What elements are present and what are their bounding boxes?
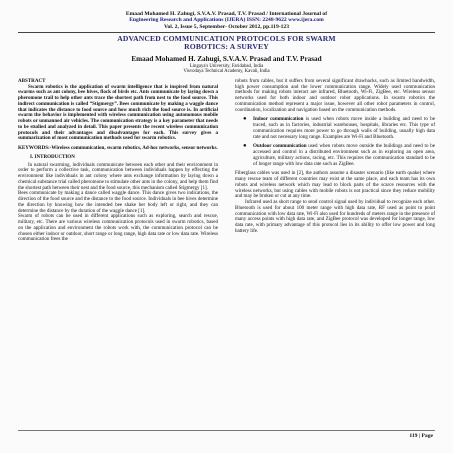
body-columns bbox=[18, 79, 435, 243]
section-heading-introduction: I. INTRODUCTION bbox=[30, 153, 75, 160]
keywords-heading: KEYWORDS bbox=[18, 145, 49, 152]
intro-paragraph-3: Swarm of robots can be used in different applications such as exploring, search and rescue, military, etc. There are various wireless communication protocols used in swarm robotics, based on the application and environment the robots work with, the communication protocol can be chosen either indoor or outdoor, short range or long range, high data rate or low data rate. Wireless communication frees the bbox=[18, 213, 218, 243]
bullet-indoor-text: is used when robots move inside a building and need to be traced, such as in factories, industrial warehouses, hospitals, libraries etc. This type of communication requires more power to go through walls of building, usually high data rate and not necessary long range. Examples are Wi-Fi and Bluetooth. bbox=[253, 116, 435, 140]
right-column bbox=[235, 79, 435, 243]
left-column bbox=[18, 79, 218, 243]
affiliation-2: Visvodaya Technical Academy, Kavali, India bbox=[183, 69, 270, 75]
bullet-indoor bbox=[243, 117, 435, 140]
bullet-dot-icon: ● bbox=[243, 116, 247, 123]
title-line-1: ADVANCED COMMUNICATION PROTOCOLS FOR SWARM bbox=[117, 33, 336, 43]
journal-line-3: Vol. 2, Issue 5, September- October 2012, pp.119-123 bbox=[163, 23, 290, 30]
footer-rule bbox=[18, 430, 435, 431]
bullet-outdoor-text: used when robots move outside the buildings and need to be accessed and control in a distributed environment such as in exploring an open area, agriculture, military actions, racing, etc. This requires the communication standard to be of longer range with low data rate such as ZigBee. bbox=[253, 143, 435, 167]
keywords-text: :-Wireless communication, swarm robotics, Ad-hoc networks, sensor networks. bbox=[48, 145, 218, 152]
abstract-heading: ABSTRACT bbox=[18, 77, 46, 84]
journal-line-1: Emaad Mohamed H. Zahugi, S.V.A.V. Prasad, T.V. Prasad / International Journal of bbox=[125, 11, 328, 17]
right-paragraph-3: Infrared used as short range to send control signal used by individual to recognize each other. Bluetooth is used for about 100 meter range with high data rate, RF used as point to point communication with low data rate, Wi-Fi also used for hundreds of meters range in the presence of many access points with high data rate, and ZigBee protocol was developed for longer range, low data rate, with primary advantage of this protocol lies in its ability to offer low power and long battery life. bbox=[235, 199, 435, 234]
paper-title bbox=[18, 35, 435, 52]
header-rule bbox=[18, 32, 435, 33]
journal-line-2: Engineering Research and Applications (IJERA) ISSN: 2248-9622 www.ijera.com bbox=[129, 17, 324, 24]
journal-header bbox=[18, 11, 435, 30]
bullet-outdoor-head: Outdoor communication bbox=[253, 143, 307, 150]
author-list: Emaad Mohamed H. Zahugi, S.V.A.V. Prasad and T.V. Prasad bbox=[131, 54, 322, 63]
bullet-outdoor bbox=[243, 144, 435, 167]
affiliation-1: Lingaya's University, Faridabad, India bbox=[189, 63, 264, 69]
abstract-text: Swarm robotics is the application of swarm intelligence that is inspired from natural swarms such as ant colony, bee hives, flock of birds etc. Ants communicate by laying down a pheromone trail to help other ants trace the shortest path from nest to the food source. This indirect communication is called “Stigmergy”. Bees communicate by making a waggle dance that indicates the distance to food source and how much rich the food source is. In artificial swarm the behavior is implemented with wireless communication using autonomous mobile robots or unmanned air vehicles. The communication strategy is a key parameter that needs to be studied and analyzed in detail. This paper presents the recent wireless communication protocols and their advantages and disadvantages for each. This survey gives a summarization of most communication methods used for swarm robotics. bbox=[18, 83, 218, 142]
bullet-indoor-head: Indoor communication bbox=[253, 116, 304, 123]
title-line-2: ROBOTICS: A SURVEY bbox=[184, 42, 269, 52]
intro-paragraph-2: Bees communicate by making a dance called waggle dance. This dance gives two indications, the direction of the food source and the distance to the food source. Individuals in bee hives determine the direction by knowing how the intended bee shake her body left or right, and they can determine the distance by the duration of the waggle dance [1]. bbox=[18, 190, 218, 214]
keywords-block bbox=[18, 146, 218, 152]
right-paragraph-1: robots from cables, but it suffers from several significant drawbacks, such as limited bandwidth, high power consumption and the lower communication range. Widely used communication methods for making robots interact are infrared, Bluetooth, Wi-Fi, ZigBee, etc. Wireless sensor networks used for both indoor and outdoor robot applications. In swarm robotics the communication method represent a major issue, however all other robot parameters in control, coordination, localization and navigation based on the communication methods. bbox=[235, 77, 435, 113]
right-paragraph-2: Fiberglass cables was used in [2], the authors assume a disaster scenario (like earth quake) where many rescue team of different countries may exist at the same place, and each team has its own robots and wireless network which may lead to block parts of the scarce resources with the wireless networks, but using cables with mobile robots is not practical since they reduce mobility and may be broken or cut at any time. bbox=[235, 170, 435, 200]
bullet-dot-icon: ● bbox=[243, 143, 247, 150]
page-number: 119 | Page bbox=[409, 433, 433, 439]
intro-paragraph-1: In natural swarming, individuals communicate between each other and their environment in order to perform a collective task, communication between individuals happen by effecting the environment like individuals in ant colony where ants exchange information by laying down a chemical substance trial called pheromone to stimulate other ants in the colony, and help them find the shortest path between their nest and the food source, this mechanism called Stigmergy [1]. bbox=[18, 161, 218, 191]
